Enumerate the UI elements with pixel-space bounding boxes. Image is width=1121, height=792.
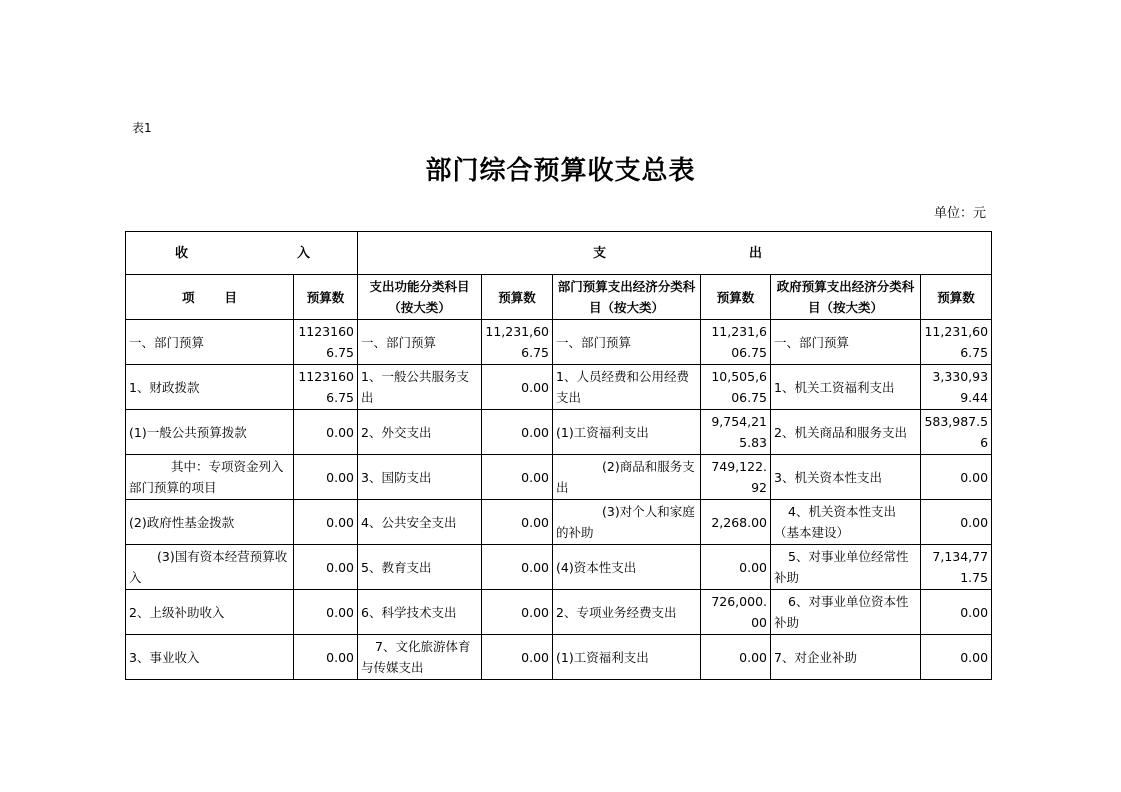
gov-econ-item: 一、部门预算 [771, 320, 921, 365]
dept-econ-item: 一、部门预算 [553, 320, 701, 365]
gov-econ-amount: 3,330,939.44 [921, 365, 992, 410]
header-dept-econ: 部门预算支出经济分类科目（按大类） [553, 275, 701, 320]
income-item: 其中：专项资金列入部门预算的项目 [126, 455, 294, 500]
func-class-item: 2、外交支出 [358, 410, 482, 455]
func-class-amount: 0.00 [482, 410, 553, 455]
dept-econ-item: (4)资本性支出 [553, 545, 701, 590]
dept-econ-amount: 749,122.92 [701, 455, 771, 500]
dept-econ-amount: 11,231,606.75 [701, 320, 771, 365]
expense-group-char-1: 支 [593, 245, 607, 261]
dept-econ-amount: 2,268.00 [701, 500, 771, 545]
func-class-item: 3、国防支出 [358, 455, 482, 500]
income-item: 一、部门预算 [126, 320, 294, 365]
income-group-char-2: 入 [296, 245, 310, 261]
gov-econ-item: 7、对企业补助 [771, 635, 921, 680]
gov-econ-item: 3、机关资本性支出 [771, 455, 921, 500]
table-number: 表1 [132, 121, 152, 135]
func-class-item: 5、教育支出 [358, 545, 482, 590]
income-amount: 0.00 [294, 635, 358, 680]
page-title: 部门综合预算收支总表 [425, 156, 696, 186]
table-row [126, 500, 992, 545]
dept-econ-amount: 10,505,606.75 [701, 365, 771, 410]
income-item: 1、财政拨款 [126, 365, 294, 410]
income-group-header [126, 232, 358, 275]
func-class-amount: 0.00 [482, 365, 553, 410]
group-header-row [126, 232, 992, 275]
income-item: (2)政府性基金拨款 [126, 500, 294, 545]
func-class-item: 1、一般公共服务支出 [358, 365, 482, 410]
gov-econ-amount: 11,231,606.75 [921, 320, 992, 365]
dept-econ-item: (3)对个人和家庭的补助 [553, 500, 701, 545]
gov-econ-amount: 7,134,771.75 [921, 545, 992, 590]
dept-econ-amount: 0.00 [701, 635, 771, 680]
table-row [126, 320, 992, 365]
header-budget-4: 预算数 [921, 275, 992, 320]
unit-label: 单位：元 [934, 206, 987, 221]
income-amount: 0.00 [294, 545, 358, 590]
budget-summary-table [125, 231, 992, 680]
column-header-row [126, 275, 992, 320]
table-row [126, 455, 992, 500]
func-class-amount: 0.00 [482, 590, 553, 635]
header-gov-econ: 政府预算支出经济分类科目（按大类） [771, 275, 921, 320]
gov-econ-item: 4、机关资本性支出（基本建设） [771, 500, 921, 545]
func-class-amount: 11,231,606.75 [482, 320, 553, 365]
table-row [126, 635, 992, 680]
income-amount: 0.00 [294, 455, 358, 500]
table-row [126, 545, 992, 590]
dept-econ-item: 1、人员经费和公用经费支出 [553, 365, 701, 410]
dept-econ-amount: 0.00 [701, 545, 771, 590]
expense-group-char-2: 出 [749, 245, 763, 261]
table-row [126, 410, 992, 455]
header-budget-2: 预算数 [482, 275, 553, 320]
header-item-char-2: 目 [224, 289, 238, 305]
income-amount: 11231606.75 [294, 320, 358, 365]
gov-econ-item: 2、机关商品和服务支出 [771, 410, 921, 455]
income-item: (1)一般公共预算拨款 [126, 410, 294, 455]
income-item: (3)国有资本经营预算收入 [126, 545, 294, 590]
dept-econ-item: 2、专项业务经费支出 [553, 590, 701, 635]
expense-group-header [358, 232, 992, 275]
dept-econ-item: (2)商品和服务支出 [553, 455, 701, 500]
func-class-item: 6、科学技术支出 [358, 590, 482, 635]
func-class-amount: 0.00 [482, 455, 553, 500]
func-class-item: 一、部门预算 [358, 320, 482, 365]
dept-econ-amount: 9,754,215.83 [701, 410, 771, 455]
func-class-amount: 0.00 [482, 635, 553, 680]
gov-econ-amount: 0.00 [921, 590, 992, 635]
dept-econ-item: (1)工资福利支出 [553, 635, 701, 680]
header-item [126, 275, 294, 320]
header-func-class: 支出功能分类科目（按大类） [358, 275, 482, 320]
header-budget-3: 预算数 [701, 275, 771, 320]
income-amount: 0.00 [294, 500, 358, 545]
func-class-item: 4、公共安全支出 [358, 500, 482, 545]
gov-econ-item: 6、对事业单位资本性补助 [771, 590, 921, 635]
table-row [126, 590, 992, 635]
income-amount: 11231606.75 [294, 365, 358, 410]
dept-econ-item: (1)工资福利支出 [553, 410, 701, 455]
gov-econ-amount: 583,987.56 [921, 410, 992, 455]
gov-econ-amount: 0.00 [921, 500, 992, 545]
gov-econ-item: 1、机关工资福利支出 [771, 365, 921, 410]
header-item-char-1: 项 [181, 289, 195, 305]
func-class-item: 7、文化旅游体育与传媒支出 [358, 635, 482, 680]
func-class-amount: 0.00 [482, 500, 553, 545]
income-amount: 0.00 [294, 590, 358, 635]
header-budget: 预算数 [294, 275, 358, 320]
dept-econ-amount: 726,000.00 [701, 590, 771, 635]
income-item: 2、上级补助收入 [126, 590, 294, 635]
table-row [126, 365, 992, 410]
income-item: 3、事业收入 [126, 635, 294, 680]
income-amount: 0.00 [294, 410, 358, 455]
gov-econ-amount: 0.00 [921, 635, 992, 680]
income-group-char-1: 收 [175, 245, 189, 261]
gov-econ-amount: 0.00 [921, 455, 992, 500]
gov-econ-item: 5、对事业单位经常性补助 [771, 545, 921, 590]
func-class-amount: 0.00 [482, 545, 553, 590]
